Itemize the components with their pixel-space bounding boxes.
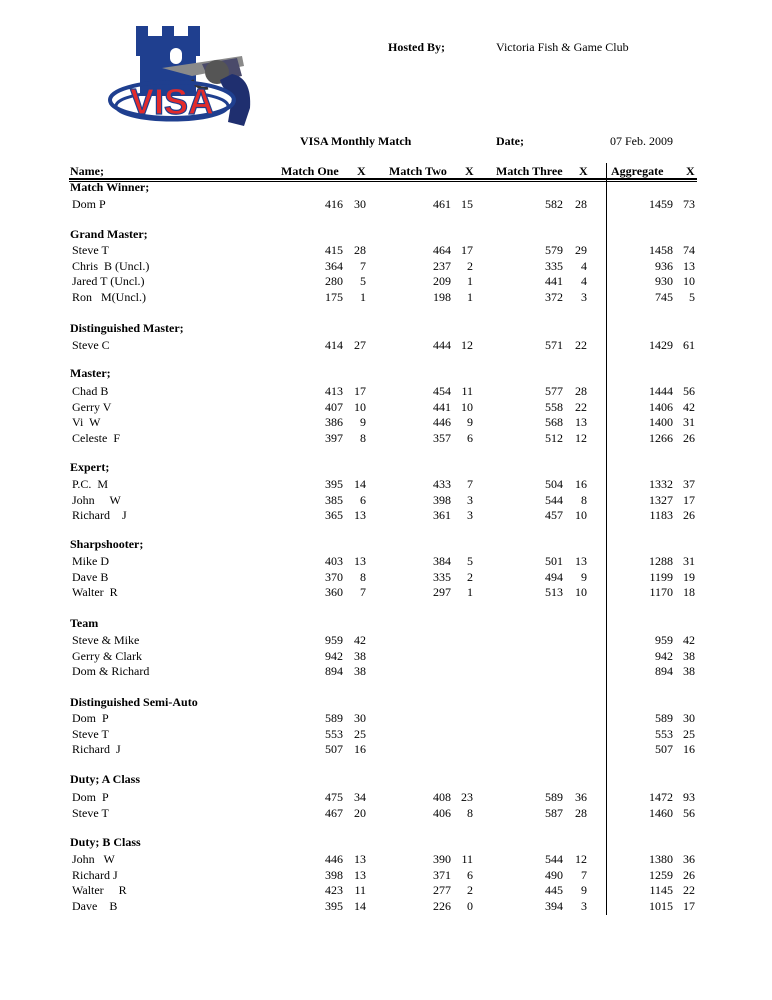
score-m1: 415	[325, 243, 343, 257]
score-m3: 394	[545, 898, 563, 913]
score-m2: 357	[433, 430, 451, 445]
score-xa: 17	[683, 898, 695, 913]
score-m1: 959	[325, 633, 343, 647]
score-x2: 0	[467, 898, 473, 913]
score-m3: 582	[545, 197, 563, 211]
score-m2: 209	[433, 274, 451, 289]
score-x2: 11	[461, 852, 473, 866]
header-rule-thin	[69, 181, 697, 182]
score-m1: 397	[325, 430, 343, 445]
section-title: Duty; B Class	[70, 835, 141, 849]
score-m3: 494	[545, 569, 563, 584]
score-x3: 13	[575, 415, 587, 430]
score-m3: 589	[545, 790, 563, 804]
score-agg: 553	[655, 726, 673, 741]
score-m1: 386	[325, 415, 343, 430]
score-x1: 30	[354, 197, 366, 211]
score-m1: 467	[325, 805, 343, 820]
score-x1: 13	[354, 852, 366, 866]
score-m2: 335	[433, 569, 451, 584]
score-x2: 17	[461, 243, 473, 257]
score-m2: 406	[433, 805, 451, 820]
score-m2: 237	[433, 258, 451, 273]
score-m3: 568	[545, 415, 563, 430]
score-m3: 544	[545, 852, 563, 866]
score-x2: 2	[467, 883, 473, 898]
score-xa: 61	[683, 338, 695, 352]
score-m2: 371	[433, 867, 451, 882]
shooter-name: Steve C	[72, 338, 110, 352]
score-agg: 959	[655, 633, 673, 647]
aggregate-divider	[606, 163, 607, 915]
score-x1: 5	[360, 274, 366, 289]
col-match-two: Match Two	[389, 164, 447, 178]
score-xa: 13	[683, 258, 695, 273]
score-agg: 745	[655, 289, 673, 304]
score-x2: 1	[467, 585, 473, 600]
score-agg: 1429	[649, 338, 673, 352]
header-rule	[69, 178, 697, 180]
score-agg: 1015	[649, 898, 673, 913]
score-m2: 441	[433, 399, 451, 414]
score-x1: 7	[360, 585, 366, 600]
score-x1: 10	[354, 399, 366, 414]
score-m1: 365	[325, 508, 343, 523]
section-title: Distinguished Semi-Auto	[70, 695, 198, 709]
score-x3: 12	[575, 852, 587, 866]
score-m1: 553	[325, 726, 343, 741]
score-x2: 2	[467, 258, 473, 273]
score-x3: 9	[581, 569, 587, 584]
score-x3: 29	[575, 243, 587, 257]
score-x2: 10	[461, 399, 473, 414]
score-x1: 38	[354, 648, 366, 663]
score-m2: 297	[433, 585, 451, 600]
score-xa: 38	[683, 648, 695, 663]
score-m2: 408	[433, 790, 451, 804]
score-x3: 36	[575, 790, 587, 804]
score-xa: 42	[683, 633, 695, 647]
score-m3: 490	[545, 867, 563, 882]
shooter-name: Gerry V	[72, 399, 112, 414]
score-x1: 9	[360, 415, 366, 430]
shooter-name: Richard J	[72, 867, 118, 882]
score-x1: 8	[360, 569, 366, 584]
score-xa: 56	[683, 805, 695, 820]
score-m2: 398	[433, 492, 451, 507]
score-x2: 3	[467, 508, 473, 523]
score-x3: 7	[581, 867, 587, 882]
score-agg: 1406	[649, 399, 673, 414]
score-m1: 446	[325, 852, 343, 866]
score-x3: 22	[575, 338, 587, 352]
score-m2: 384	[433, 554, 451, 568]
score-m2: 277	[433, 883, 451, 898]
score-x1: 11	[354, 883, 366, 898]
score-xa: 26	[683, 508, 695, 523]
section-title: Distinguished Master;	[70, 321, 184, 335]
score-xa: 25	[683, 726, 695, 741]
shooter-name: Dom P	[72, 197, 106, 211]
score-m2: 454	[433, 384, 451, 398]
score-xa: 26	[683, 867, 695, 882]
score-m1: 280	[325, 274, 343, 289]
score-x2: 23	[461, 790, 473, 804]
score-x1: 14	[354, 477, 366, 491]
section-title: Master;	[70, 366, 111, 380]
score-agg: 1266	[649, 430, 673, 445]
score-x2: 8	[467, 805, 473, 820]
score-m1: 414	[325, 338, 343, 352]
score-x3: 12	[575, 430, 587, 445]
score-agg: 1444	[649, 384, 673, 398]
score-xa: 31	[683, 415, 695, 430]
section-title: Sharpshooter;	[70, 537, 144, 551]
score-x1: 8	[360, 430, 366, 445]
score-x1: 13	[354, 554, 366, 568]
score-xa: 30	[683, 711, 695, 725]
col-x1: X	[357, 164, 366, 178]
shooter-name: John W	[72, 852, 115, 866]
score-m1: 360	[325, 585, 343, 600]
score-x3: 22	[575, 399, 587, 414]
shooter-name: Walter R	[72, 585, 118, 600]
score-agg: 894	[655, 664, 673, 679]
shooter-name: Vi W	[72, 415, 101, 430]
score-m3: 335	[545, 258, 563, 273]
score-agg: 942	[655, 648, 673, 663]
score-m2: 464	[433, 243, 451, 257]
score-m3: 512	[545, 430, 563, 445]
match-title: VISA Monthly Match	[300, 134, 412, 148]
score-x3: 28	[575, 805, 587, 820]
score-x3: 8	[581, 492, 587, 507]
visa-logo	[92, 18, 264, 140]
shooter-name: P.C. M	[72, 477, 109, 491]
score-m1: 385	[325, 492, 343, 507]
score-xa: 42	[683, 399, 695, 414]
score-agg: 930	[655, 274, 673, 289]
score-m3: 457	[545, 508, 563, 523]
score-agg: 1183	[649, 508, 673, 523]
score-m2: 361	[433, 508, 451, 523]
shooter-name: Dom P	[72, 790, 109, 804]
score-m1: 475	[325, 790, 343, 804]
score-x2: 15	[461, 197, 473, 211]
score-m3: 579	[545, 243, 563, 257]
score-xa: 17	[683, 492, 695, 507]
score-m3: 544	[545, 492, 563, 507]
score-x1: 25	[354, 726, 366, 741]
score-m2: 198	[433, 289, 451, 304]
score-agg: 1327	[649, 492, 673, 507]
score-m1: 413	[325, 384, 343, 398]
hosted-by-label: Hosted By;	[388, 40, 445, 54]
score-xa: 22	[683, 883, 695, 898]
shooter-name: Mike D	[72, 554, 109, 568]
shooter-name: Dom & Richard	[72, 664, 150, 679]
score-agg: 1288	[649, 554, 673, 568]
col-match-one: Match One	[281, 164, 339, 178]
score-m1: 423	[325, 883, 343, 898]
score-x1: 7	[360, 258, 366, 273]
score-x1: 13	[354, 867, 366, 882]
score-agg: 936	[655, 258, 673, 273]
score-x2: 1	[467, 289, 473, 304]
shooter-name: Dave B	[72, 898, 118, 913]
score-xa: 74	[683, 243, 695, 257]
score-x3: 10	[575, 508, 587, 523]
score-x1: 27	[354, 338, 366, 352]
score-xa: 56	[683, 384, 695, 398]
score-m3: 501	[545, 554, 563, 568]
score-m1: 364	[325, 258, 343, 273]
score-xa: 31	[683, 554, 695, 568]
score-agg: 1199	[649, 569, 673, 584]
shooter-name: Dave B	[72, 569, 109, 584]
score-x3: 28	[575, 197, 587, 211]
score-xa: 5	[689, 289, 695, 304]
shooter-name: Richard J	[72, 508, 127, 523]
score-xa: 18	[683, 585, 695, 600]
section-title: Match Winner;	[70, 180, 150, 194]
score-x1: 16	[354, 742, 366, 757]
match-date: 07 Feb. 2009	[610, 134, 673, 148]
score-xa: 10	[683, 274, 695, 289]
score-x2: 11	[461, 384, 473, 398]
shooter-name: Steve T	[72, 805, 109, 820]
score-xa: 19	[683, 569, 695, 584]
score-agg: 1259	[649, 867, 673, 882]
section-title: Duty; A Class	[70, 772, 141, 786]
score-agg: 1380	[649, 852, 673, 866]
score-x3: 16	[575, 477, 587, 491]
section-title: Team	[70, 616, 99, 630]
score-m1: 398	[325, 867, 343, 882]
score-x1: 28	[354, 243, 366, 257]
shooter-name: Chad B	[72, 384, 109, 398]
score-m3: 571	[545, 338, 563, 352]
score-m1: 894	[325, 664, 343, 679]
score-m2: 433	[433, 477, 451, 491]
score-agg: 1145	[649, 883, 673, 898]
score-agg: 1459	[649, 197, 673, 211]
score-x3: 4	[581, 274, 587, 289]
score-x1: 1	[360, 289, 366, 304]
shooter-name: Dom P	[72, 711, 109, 725]
score-m3: 587	[545, 805, 563, 820]
score-x1: 30	[354, 711, 366, 725]
score-x2: 6	[467, 867, 473, 882]
score-m3: 513	[545, 585, 563, 600]
score-x2: 6	[467, 430, 473, 445]
score-x2: 3	[467, 492, 473, 507]
col-x2: X	[465, 164, 474, 178]
col-match-three: Match Three	[496, 164, 563, 178]
score-m1: 589	[325, 711, 343, 725]
shooter-name: Jared T (Uncl.)	[72, 274, 145, 289]
score-xa: 16	[683, 742, 695, 757]
col-aggregate: Aggregate	[611, 164, 664, 178]
score-m1: 507	[325, 742, 343, 757]
score-m1: 175	[325, 289, 343, 304]
score-m1: 395	[325, 477, 343, 491]
date-label: Date;	[496, 134, 524, 148]
score-x3: 13	[575, 554, 587, 568]
score-x1: 42	[354, 633, 366, 647]
score-x2: 7	[467, 477, 473, 491]
score-agg: 1458	[649, 243, 673, 257]
score-m1: 416	[325, 197, 343, 211]
score-m3: 441	[545, 274, 563, 289]
score-agg: 1170	[649, 585, 673, 600]
score-m1: 403	[325, 554, 343, 568]
shooter-name: Richard J	[72, 742, 121, 757]
score-x1: 17	[354, 384, 366, 398]
score-m1: 370	[325, 569, 343, 584]
score-x2: 9	[467, 415, 473, 430]
col-x3: X	[579, 164, 588, 178]
score-m3: 445	[545, 883, 563, 898]
shooter-name: Steve T	[72, 726, 109, 741]
score-x2: 1	[467, 274, 473, 289]
shooter-name: Steve & Mike	[72, 633, 140, 647]
score-xa: 93	[683, 790, 695, 804]
host-name: Victoria Fish & Game Club	[496, 40, 629, 54]
shooter-name: Celeste F	[72, 430, 120, 445]
score-xa: 26	[683, 430, 695, 445]
score-m2: 446	[433, 415, 451, 430]
shooter-name: Gerry & Clark	[72, 648, 142, 663]
score-x3: 10	[575, 585, 587, 600]
shooter-name: Steve T	[72, 243, 109, 257]
score-x3: 28	[575, 384, 587, 398]
score-x1: 34	[354, 790, 366, 804]
score-m3: 558	[545, 399, 563, 414]
score-m2: 226	[433, 898, 451, 913]
score-x2: 2	[467, 569, 473, 584]
score-m1: 942	[325, 648, 343, 663]
score-agg: 1332	[649, 477, 673, 491]
score-xa: 37	[683, 477, 695, 491]
score-m3: 372	[545, 289, 563, 304]
shooter-name: Chris B (Uncl.)	[72, 258, 150, 273]
score-m1: 407	[325, 399, 343, 414]
score-x3: 3	[581, 289, 587, 304]
score-x1: 6	[360, 492, 366, 507]
score-x1: 14	[354, 898, 366, 913]
section-title: Grand Master;	[70, 227, 148, 241]
score-x1: 38	[354, 664, 366, 679]
score-agg: 589	[655, 711, 673, 725]
svg-text:VISA: VISA	[129, 81, 215, 122]
score-xa: 38	[683, 664, 695, 679]
score-m2: 390	[433, 852, 451, 866]
score-xa: 73	[683, 197, 695, 211]
score-agg: 1472	[649, 790, 673, 804]
score-agg: 1400	[649, 415, 673, 430]
col-x4: X	[686, 164, 695, 178]
score-agg: 507	[655, 742, 673, 757]
score-m2: 461	[433, 197, 451, 211]
score-xa: 36	[683, 852, 695, 866]
score-m3: 504	[545, 477, 563, 491]
score-m3: 577	[545, 384, 563, 398]
score-x3: 3	[581, 898, 587, 913]
score-x1: 20	[354, 805, 366, 820]
score-m1: 395	[325, 898, 343, 913]
score-m2: 444	[433, 338, 451, 352]
col-name: Name;	[70, 164, 104, 178]
section-title: Expert;	[70, 460, 110, 474]
shooter-name: Ron M(Uncl.)	[72, 289, 146, 304]
score-agg: 1460	[649, 805, 673, 820]
shooter-name: Walter R	[72, 883, 127, 898]
score-x3: 9	[581, 883, 587, 898]
shooter-name: John W	[72, 492, 121, 507]
score-x3: 4	[581, 258, 587, 273]
score-x2: 12	[461, 338, 473, 352]
score-x2: 5	[467, 554, 473, 568]
score-x1: 13	[354, 508, 366, 523]
